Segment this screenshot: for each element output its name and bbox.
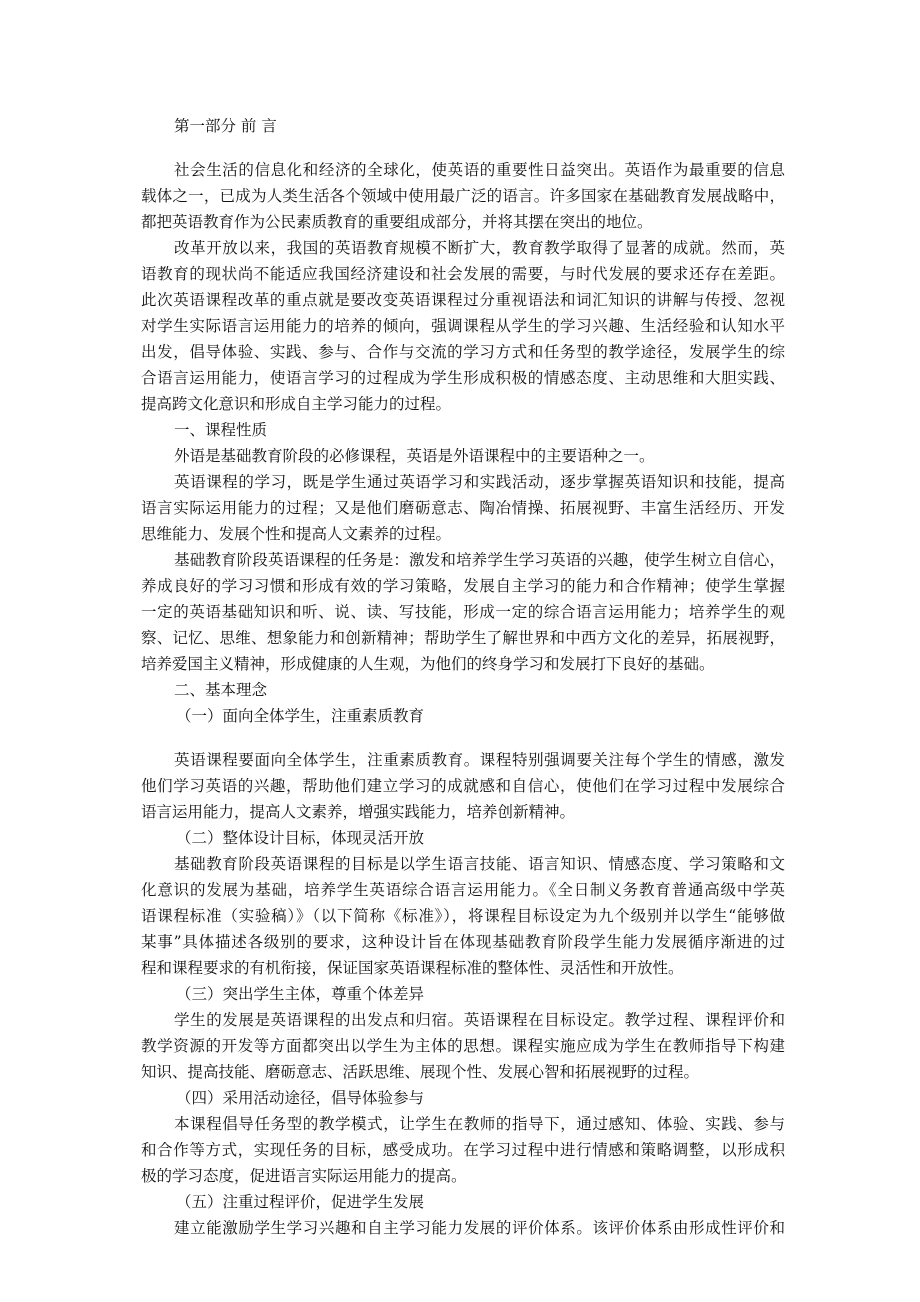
paragraph-line: 教学资源的开发等方面都突出以学生为主体的思想。课程实施应成为学生在教师指导下构建 [141, 1037, 785, 1055]
paragraph-line: 建立能激励学生学习兴趣和自主学习能力发展的评价体系。该评价体系由形成性评价和 [174, 1219, 785, 1237]
paragraph-line: 英语课程的学习，既是学生通过英语学习和实践活动，逐步掌握英语知识和技能，提高 [174, 473, 785, 491]
paragraph-line: 出发，倡导体验、实践、参与、合作与交流的学习方式和任务型的教学途径，发展学生的综 [141, 343, 785, 361]
paragraph-line: 社会生活的信息化和经济的全球化，使英语的重要性日益突出。英语作为最重要的信息 [174, 161, 785, 179]
subsection-heading: （一）面向全体学生，注重素质教育 [176, 707, 425, 725]
paragraph-line: 外语是基础教育阶段的必修课程，英语是外语课程中的主要语种之一。 [174, 447, 655, 465]
subsection-heading: （二）整体设计目标，体现灵活开放 [176, 829, 425, 847]
paragraph-line: 知识、提高技能、磨砺意志、活跃思维、展现个性、发展心智和拓展视野的过程。 [141, 1063, 700, 1081]
paragraph-line: 化意识的发展为基础，培养学生英语综合语言运用能力。《全日制义务教育普通高级中学英 [141, 881, 785, 899]
part-title: 第一部分 前 言 [174, 117, 277, 135]
paragraph-line: 和合作等方式，实现任务的目标，感受成功。在学习过程中进行情感和策略调整，以形成积 [141, 1141, 785, 1159]
paragraph-line: 基础教育阶段英语课程的目标是以学生语言技能、语言知识、情感态度、学习策略和文 [174, 855, 785, 873]
paragraph-line: 对学生实际语言运用能力的培养的倾向，强调课程从学生的学习兴趣、生活经验和认知水平 [141, 317, 785, 335]
paragraph-line: 此次英语课程改革的重点就是要改变英语课程过分重视语法和词汇知识的讲解与传授、忽视 [141, 291, 785, 309]
paragraph-line: 本课程倡导任务型的教学模式，让学生在教师的指导下，通过感知、体验、实践、参与 [174, 1115, 785, 1133]
paragraph-line: 语教育的现状尚不能适应我国经济建设和社会发展的需要，与时代发展的要求还存在差距。 [141, 265, 785, 283]
section-heading: 一、课程性质 [174, 421, 268, 439]
paragraph-line: 改革开放以来，我国的英语教育规模不断扩大，教育教学取得了显著的成就。然而，英 [174, 239, 785, 257]
subsection-heading: （四）采用活动途径，倡导体验参与 [176, 1089, 425, 1107]
paragraph-line: 察、记忆、思维、想象能力和创新精神；帮助学生了解世界和中西方文化的差异，拓展视野， [141, 629, 785, 647]
paragraph-line: 某事”具体描述各级别的要求，这种设计旨在体现基础教育阶段学生能力发展循序渐进的过 [141, 933, 785, 951]
paragraph-line: 英语课程要面向全体学生，注重素质教育。课程特别强调要关注每个学生的情感，激发 [174, 751, 785, 769]
paragraph-line: 都把英语教育作为公民素质教育的重要组成部分，并将其摆在突出的地位。 [141, 213, 653, 231]
section-heading: 二、基本理念 [174, 681, 268, 699]
paragraph-line: 基础教育阶段英语课程的任务是：激发和培养学生学习英语的兴趣，使学生树立自信心， [174, 551, 785, 569]
subsection-heading: （三）突出学生主体，尊重个体差异 [176, 985, 425, 1003]
paragraph-line: 合语言运用能力，使语言学习的过程成为学生形成积极的情感态度、主动思维和大胆实践、 [141, 369, 785, 387]
paragraph-line: 他们学习英语的兴趣，帮助他们建立学习的成就感和自信心，使他们在学习过程中发展综合 [141, 777, 785, 795]
paragraph-line: 培养爱国主义精神，形成健康的人生观，为他们的终身学习和发展打下良好的基础。 [141, 655, 715, 673]
paragraph-line: 程和课程要求的有机衔接，保证国家英语课程标准的整体性、灵活性和开放性。 [141, 959, 684, 977]
paragraph-line: 语课程标准（实验稿）》（以下简称《标准》），将课程目标设定为九个级别并以学生“能够做 [141, 907, 785, 925]
paragraph-line: 提高跨文化意识和形成自主学习能力的过程。 [141, 395, 452, 413]
paragraph-line: 学生的发展是英语课程的出发点和归宿。英语课程在目标设定。教学过程、课程评价和 [174, 1011, 785, 1029]
paragraph-line: 语言实际运用能力的过程；又是他们磨砺意志、陶冶情操、拓展视野、丰富生活经历、开发 [141, 499, 785, 517]
paragraph-line: 一定的英语基础知识和听、说、读、写技能，形成一定的综合语言运用能力；培养学生的观 [141, 603, 785, 621]
paragraph-line: 载体之一，已成为人类生活各个领域中使用最广泛的语言。许多国家在基础教育发展战略中， [141, 187, 785, 205]
paragraph-line: 极的学习态度，促进语言实际运用能力的提高。 [141, 1167, 467, 1185]
paragraph-line: 养成良好的学习习惯和形成有效的学习策略，发展自主学习的能力和合作精神；使学生掌握 [141, 577, 785, 595]
subsection-heading: （五）注重过程评价，促进学生发展 [176, 1193, 425, 1211]
paragraph-line: 思维能力、发展个性和提高人文素养的过程。 [141, 525, 452, 543]
paragraph-line: 语言运用能力，提高人文素养，增强实践能力，培养创新精神。 [141, 803, 576, 821]
